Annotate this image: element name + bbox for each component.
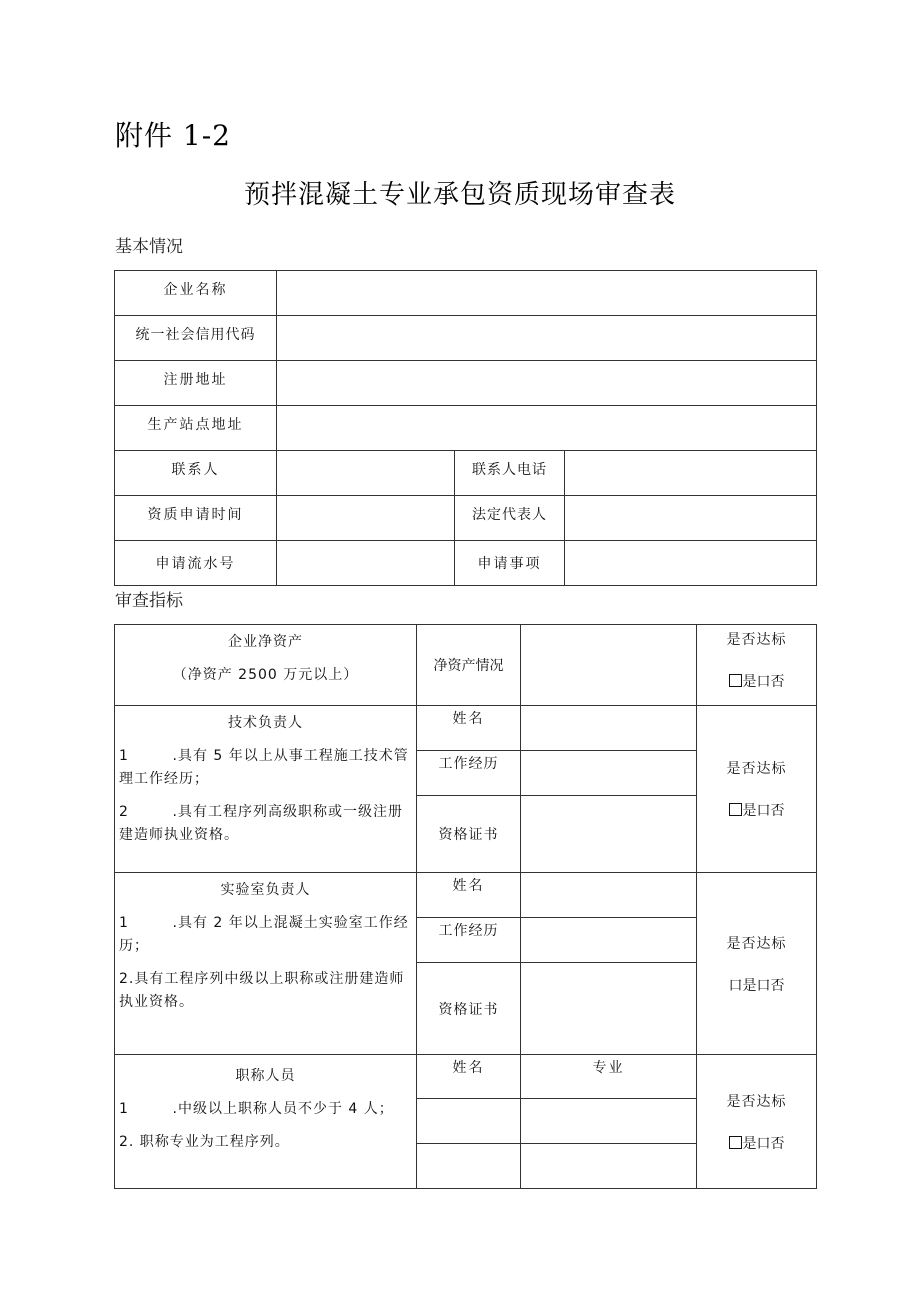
checkbox-icon[interactable]: [729, 674, 742, 687]
tech-lead-title: 技术负责人: [228, 715, 303, 731]
site-address-label: 生产站点地址: [115, 406, 277, 451]
serial-no-label: 申请流水号: [115, 541, 277, 586]
apply-time-label: 资质申请时间: [115, 496, 277, 541]
tech-lead-check-options: 是口否: [742, 803, 785, 819]
tech-lead-name-label: 姓名: [417, 706, 521, 751]
tech-lead-certificate-field[interactable]: [521, 796, 697, 873]
lab-lead-name-label: 姓名: [417, 873, 521, 918]
apply-item-field[interactable]: [565, 541, 817, 586]
net-assets-check-question: 是否达标: [726, 632, 787, 648]
titled-staff-major-cell[interactable]: [521, 1144, 697, 1189]
review-heading: 审查指标: [115, 591, 183, 611]
apply-item-label: 申请事项: [455, 541, 565, 586]
lab-lead-certificate-label: 资格证书: [417, 963, 521, 1055]
net-assets-requirement: （净资产 2500 万元以上）: [172, 667, 359, 684]
titled-staff-check-options: 是口否: [742, 1135, 785, 1152]
lab-lead-req1: .具有 2 年以上混凝土实验室工作经历；: [119, 915, 409, 955]
net-assets-field-label: 净资产情况: [417, 625, 521, 706]
review-table: [114, 624, 817, 1189]
lab-lead-criteria: [115, 873, 417, 1055]
net-assets-value[interactable]: [521, 625, 697, 706]
lab-lead-check: [697, 873, 817, 1055]
lab-lead-certificate-field[interactable]: [521, 963, 697, 1055]
site-address-field[interactable]: [277, 406, 817, 451]
credit-code-label: 统一社会信用代码: [115, 316, 277, 361]
net-assets-check: [697, 625, 817, 706]
basic-info-table: [114, 270, 817, 586]
tech-lead-req2: .具有工程序列高级职称或一级注册建造师执业资格。: [119, 804, 403, 844]
lab-lead-name-field[interactable]: [521, 873, 697, 918]
tech-lead-check-question: 是否达标: [726, 761, 787, 777]
titled-staff-title: 职称人员: [235, 1068, 296, 1084]
legal-rep-label: 法定代表人: [455, 496, 565, 541]
tech-lead-req1-no: 1: [119, 748, 129, 765]
titled-staff-check: [697, 1055, 817, 1189]
titled-staff-criteria: [115, 1055, 417, 1189]
lab-lead-experience-label: 工作经历: [417, 918, 521, 963]
titled-staff-req1: .中级以上职称人员不少于 4 人；: [172, 1101, 394, 1118]
lab-lead-check-question: 是否达标: [726, 935, 787, 952]
legal-rep-field[interactable]: [565, 496, 817, 541]
company-name-field[interactable]: [277, 271, 817, 316]
net-assets-criteria: [115, 625, 417, 706]
lab-lead-title: 实验室负责人: [220, 882, 311, 898]
tech-lead-experience-label: 工作经历: [417, 751, 521, 796]
titled-staff-major-header: 专业: [521, 1055, 697, 1099]
tech-lead-req2-no: 2: [119, 804, 129, 821]
reg-address-field[interactable]: [277, 361, 817, 406]
lab-lead-req1-no: 1: [119, 915, 129, 932]
titled-staff-req2: 2. 职称专业为工程序列。: [119, 1134, 290, 1151]
lab-lead-req2: 2.具有工程序列中级以上职称或注册建造师执业资格。: [119, 971, 405, 1011]
checkbox-icon[interactable]: [729, 1136, 742, 1149]
contact-field[interactable]: [277, 451, 455, 496]
titled-staff-name-cell[interactable]: [417, 1099, 521, 1144]
titled-staff-req1-no: 1: [119, 1101, 129, 1118]
titled-staff-major-cell[interactable]: [521, 1099, 697, 1144]
tech-lead-name-field[interactable]: [521, 706, 697, 751]
lab-lead-check-options[interactable]: 口是口否: [728, 977, 785, 994]
tech-lead-req1: .具有 5 年以上从事工程施工技术管理工作经历；: [119, 748, 409, 788]
attachment-number: 附件 1-2: [115, 119, 231, 152]
tech-lead-experience-field[interactable]: [521, 751, 697, 796]
contact-label: 联系人: [115, 451, 277, 496]
tech-lead-check: [697, 706, 817, 873]
checkbox-icon[interactable]: [729, 803, 742, 816]
tech-lead-certificate-label: 资格证书: [417, 796, 521, 873]
company-name-label: 企业名称: [115, 271, 277, 316]
serial-no-field[interactable]: [277, 541, 455, 586]
reg-address-label: 注册地址: [115, 361, 277, 406]
contact-phone-field[interactable]: [565, 451, 817, 496]
contact-phone-label: 联系人电话: [455, 451, 565, 496]
net-assets-title: 企业净资产: [228, 634, 303, 650]
titled-staff-check-question: 是否达标: [726, 1093, 787, 1110]
credit-code-field[interactable]: [277, 316, 817, 361]
document-title: 预拌混凝土专业承包资质现场审查表: [243, 180, 676, 210]
titled-staff-name-cell[interactable]: [417, 1144, 521, 1189]
tech-lead-criteria: [115, 706, 417, 873]
apply-time-field[interactable]: [277, 496, 455, 541]
net-assets-check-options: 是口否: [742, 674, 785, 690]
lab-lead-experience-field[interactable]: [521, 918, 697, 963]
titled-staff-name-header: 姓名: [417, 1055, 521, 1099]
basic-info-heading: 基本情况: [115, 237, 183, 257]
